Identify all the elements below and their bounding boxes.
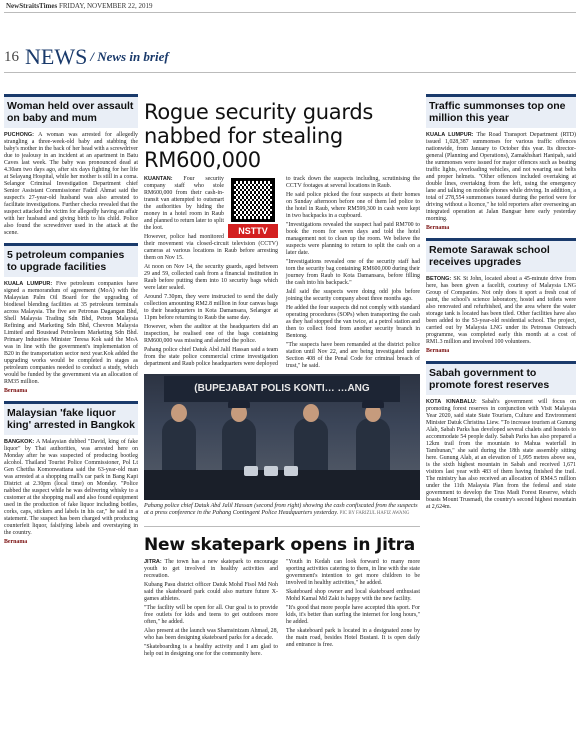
brief-paragraph bbox=[4, 281, 138, 386]
paragraph-text: "The facility will be open for all. Our goal is to provide free outlets for kids and teens to get outdoors more often," he added. bbox=[144, 604, 278, 625]
brief-headline: Malaysian 'fake liquor king' arrested in Bangkok bbox=[4, 401, 138, 435]
paragraph-text: However, police had monitored their movement via closed-circuit television (CCTV) cameras at various locations in Raub before arresting them on Nov 15. bbox=[144, 234, 278, 261]
page-number: 16 bbox=[4, 48, 19, 65]
header-rule bbox=[4, 72, 576, 73]
story-paragraph bbox=[286, 222, 420, 257]
photo-figure bbox=[162, 418, 196, 478]
nstv-badge[interactable]: NSTTV bbox=[228, 224, 278, 238]
paragraph-text: He said police picked the four suspects at their homes on Sunday afternoon before one of them led police to the hotel in Raub, where RM599,300 in cash were kept in two backpacks in a cupboard. bbox=[286, 192, 420, 219]
paragraph-text: Around 7.30pm, they were instructed to send the daily collection amounting RM2.8 million in four canvas bags to their headquarters in Kota Damansara, Selangor at 11pm before returning to Raub the same day. bbox=[144, 294, 278, 321]
second-story-body bbox=[144, 559, 420, 658]
byline: Bernama bbox=[4, 539, 28, 545]
masthead bbox=[6, 2, 153, 10]
paragraph-text: "Investigations revealed the suspect had paid RM700 to book the room for seven days and told the hotel management not to clean up the room. We believe the suspects were planning to return to split the cash on a later date. bbox=[286, 222, 420, 256]
dateline: BETONG: bbox=[426, 276, 452, 282]
brief-paragraph bbox=[426, 132, 576, 223]
byline: Bernama bbox=[4, 388, 28, 394]
brief-article bbox=[4, 401, 138, 546]
brief-headline: Traffic summonses top one million this year bbox=[426, 94, 576, 128]
dateline: BANGKOK: bbox=[4, 439, 35, 445]
dateline: KUALA LUMPUR: bbox=[426, 132, 474, 138]
story-paragraph bbox=[286, 259, 420, 287]
press-conference-photo bbox=[144, 374, 420, 500]
story-paragraph bbox=[144, 628, 278, 642]
paragraph-text: Kubang Pasu district officer Datuk Mohd Fisol Md Noh said the skateboard park could also nurture future X-games athletes. bbox=[144, 581, 278, 602]
paragraph-text: Jalil said the suspects were doing odd jobs before joining the security company about three months ago. bbox=[286, 289, 420, 302]
photo-cash-item bbox=[244, 466, 258, 476]
paragraph-text: The skateboard park is located in a designated zone by the main road, besides Hotel Bustani. It is open daily and entrance is free. bbox=[286, 627, 420, 648]
brief-paragraph bbox=[4, 439, 138, 537]
photo-credit: PIC BY FARIZUL HAFIZ AWANG bbox=[339, 511, 410, 517]
byline: Bernama bbox=[426, 348, 450, 354]
story-paragraph bbox=[144, 294, 278, 322]
story-paragraph bbox=[144, 264, 278, 292]
brief-headline: 5 petroleum companies to upgrade facilities bbox=[4, 243, 138, 277]
paragraph-text: Also present at the launch was Shamsinizam Ahmad, 28, who has been designing skateboard parks for a decade. bbox=[144, 627, 278, 641]
story-paragraph bbox=[144, 559, 278, 580]
brief-article bbox=[426, 238, 576, 355]
paragraph-text: "It's good that more people have accepted this sport. For kids, it's better than surfing the internet for long hours," he added. bbox=[286, 604, 420, 625]
paragraph-text: However, when the auditor at the headquarters did an inspection, he realised one of the bags containing RM600,000 was missing and alerted the police. bbox=[144, 324, 278, 344]
story-paragraph bbox=[286, 342, 420, 370]
paragraph-text: A woman was arrested for allegedly strangling a three-week-old baby and stabbing the baby's mother in the back of her head with a screwdriver due to jealousy in an incident at an apartment in Batu Caves last week. The baby was pronounced dead at 4.30am two days ago, after six days fighting for her life at Selayang Hospital, while her mother is still in a coma. Selangor Criminal Investigation Department chief Senior Assistant Commissioner Fadzil Ahmat said the suspect's 27-year-old husband was also arrested to facilitate investigations. Further checks revealed that the suspect attacked the victim for allegedly having an affair with her husband and giving birth to his child. Police also found the screwdriver used in the attack at the scene. bbox=[4, 132, 138, 236]
photo-caption bbox=[144, 503, 420, 518]
story-paragraph bbox=[286, 589, 420, 603]
paragraph-text: Five petroleum companies have signed a memorandum of agreement (MoA) with the Malaysian Palm Oil Board for the upgrading of biodiesel blending facilities at 35 petroleum terminals across Malaysia. The five are Petronas Dagangan Bhd, Shell Malaysia Trading Sdn Bhd, Petron Malaysia Refining and Marketing Sdn Bhd, Chevron Malaysia Limited and Boustead Petroleum Marketing Sdn Bhd. Primary Industries Minister Teresa Kok said the MoA was in line with the government's implementation of B20 in the transportation sector next year.Kok added the upgrading works would be completed in stages as petroleum companies needed to conduct a study, which would be funded by the government via an allocation of RM35 million. bbox=[4, 281, 138, 385]
paragraph-text: The town has a new skatepark to encourage youth to get involved in healthy activities and recreation. bbox=[144, 558, 278, 579]
paragraph-text: The Road Transport Department (RTD) issued 1,028,387 summonses for various traffic offences nationwide, from January to October this year. Its director-general (Planning and Operations), Zamakhshari Hanipah, said the summonses were issued for major offences such as beating traffic lights, overloading vehicles, and not wearing seat belts and proper helmets. "Other offences included overtaking at double lines, overtaking from the left, using the emergency lane and talking on mobile phones while driving. In addition, a total of 278,554 summonses issued during the period were for driving without a licence," he told reporters after overseeing an integrated operation at Jalan Bangsar here early yesterday morning. bbox=[426, 132, 576, 222]
dateline: PUCHONG: bbox=[4, 132, 34, 138]
story-paragraph bbox=[144, 644, 278, 658]
right-briefs-column bbox=[426, 94, 576, 729]
paragraph-text: Four security company staff who stole RM600,000 from their cash-in-transit van attempted to outsmart the authorities by hiding the money in a hotel room in Raub and planned to return later to split the loot. bbox=[144, 176, 224, 231]
paragraph-text: Skateboard shop owner and local skateboard enthusiast Mohd Kamal Md Zaki is happy with the new facility. bbox=[286, 588, 420, 602]
story-paragraph bbox=[144, 605, 278, 626]
paragraph-text: "Skateboarding is a healthy activity and I am glad to help out in designing one for the community here. bbox=[144, 643, 278, 657]
dateline: KUALA LUMPUR: bbox=[4, 281, 53, 287]
brief-paragraph bbox=[426, 399, 576, 511]
photo-backdrop-banner: (BUPEJABAT POLIS KONTI… …ANG bbox=[164, 376, 400, 402]
story-paragraph bbox=[286, 628, 420, 649]
story-paragraph bbox=[286, 305, 420, 340]
photo-cash-item bbox=[264, 466, 278, 476]
qr-code-icon[interactable] bbox=[231, 178, 275, 222]
paragraph-text: He added the four suspects did not comply with standard operating procedures (SOPs) when transporting the cash as they had stopped the van twice, at a petrol station and then to collect food from another security branch in Bentong. bbox=[286, 305, 420, 339]
section-subtitle: / News in brief bbox=[90, 49, 169, 64]
paragraph-text: "The suspects have been remanded at the district police station until Nov 22, and are being investigated under Section 408 of the Penal Code for criminal breach of trust," he said. bbox=[286, 342, 420, 369]
byline: Bernama bbox=[426, 225, 450, 231]
brief-article bbox=[4, 243, 138, 395]
paragraph-text: "Youth in Kedah can look forward to many more sporting activities catering to them, in line with the state government's intention to get more children to be involved in healthy activities," he added. bbox=[286, 558, 420, 586]
caption-text: Pahang police chief Datuk Abd Jalil Hassan (second from right) showing the cash confiscated from the suspects at a press conference in the Pahang Contingent Police Headquarters yesterday. bbox=[144, 503, 418, 517]
brief-article bbox=[426, 94, 576, 232]
brief-paragraph bbox=[426, 276, 576, 346]
dateline: KUANTAN: bbox=[144, 176, 173, 182]
photo-figure-head bbox=[303, 404, 319, 422]
issue-date: FRIDAY, NOVEMBER 22, 2019 bbox=[58, 2, 153, 10]
nstv-promo[interactable] bbox=[228, 178, 278, 238]
paragraph-text: Pahang police chief Datuk Abd Jalil Hassan said a team from the state police commercial crime investigation department and Raub police headquarters were deployed to track down the suspects including, scrutinising the CCTV footages at several locations in Raub. bbox=[144, 176, 420, 367]
story-paragraph bbox=[144, 582, 278, 603]
paragraph-text: "Investigations revealed one of the security staff had torn the security bag containing RM600,000 during their journey from Raub to Kota Damansara, before filling the cash into his backpack." bbox=[286, 259, 420, 286]
brief-paragraph bbox=[4, 132, 138, 237]
paragraph-text: A Malaysian dubbed "David, king of fake liquor" by Thai authorities, was arrested here on Monday after he was suspected of producing bootleg alcohol. Thailand Tourist Police Commissioner, Pol Lt Gen Chettha Komonwattana said the 63-year-old man was arrested at a shopping mall's car park in Bang Kapi District at 2.30pm (local time) on Monday. "Police nabbed the suspect while he was delivering whisky to a customer at the shopping mall and also found equipment used in the production of fake liquor including bottles, corks, caps, stickers and labels in his car," he said in a statement. The suspect has been charged with producing counterfeit liquor, falsifying labels and overstaying in the country. bbox=[4, 439, 138, 536]
photo-figure bbox=[356, 418, 390, 478]
brief-headline: Remote Sarawak school receives upgrades bbox=[426, 238, 576, 272]
paragraph-text: Sabah's government will focus on promoting forest reserves in conjunction with Visit Malaysia Year 2020, said state State Tourism, Culture and Environment Minister Datuk Christina Liew. "To increase tourism at Gunung Alab, Sabah Parks has developed several chalets and hostels to accommodate 54 people daily. Sabah Parks has also prepared a 12km trail from the mountain to Mahua waterfall in Tambunan," she said during the 18th state assembly sitting here. Gunung Alab, at an elevation of 1,995 metres above sea, is the sixth highest mountain in Sabah and received 1,671 visitors last year with 483 of them having finished the trail. The ministry has also received an allocation of RM4.5 million under the 11th Malaysia Plan from the federal and state government to develop the Trus Madi Forest Reserve, which boasts Mount Trusmadi, the country's second highest mountain at 2,624m. bbox=[426, 399, 576, 510]
photo-figure bbox=[294, 418, 328, 478]
story-paragraph bbox=[286, 289, 420, 303]
story-paragraph bbox=[286, 559, 420, 587]
paragraph-text: SK St John, located about a 45-minute drive from here, has been given a facelift, courtesy of Malaysia LNG Group of Companies. Not only does it sport a fresh coat of paint, the school's science laboratory, hostel and toilets were also renovated and refurbished, and the area where the water storage tank is located has been tiled. Other facilities have also been added to the 53-year-old residential school. The project, carried out by Malaysia LNG under its Petronas Outreach programme, was completed early this month at a cost of RM1.3 million and involved 100 volunteers. bbox=[426, 276, 576, 345]
brief-article bbox=[4, 94, 138, 237]
section-header bbox=[4, 44, 169, 70]
paragraph-text: At noon on Nov 14, the security guards, aged between 29 and 59, collected cash from a financial institution in Raub before putting them into 10 security bags which were later sealed. bbox=[144, 264, 278, 291]
section-title: NEWS bbox=[25, 44, 88, 69]
brief-article bbox=[426, 361, 576, 511]
left-briefs-column bbox=[4, 94, 138, 729]
story-paragraph bbox=[286, 192, 420, 220]
story-paragraph bbox=[144, 234, 278, 262]
photo-table bbox=[144, 470, 420, 500]
photo-figure-cap bbox=[362, 400, 384, 408]
dateline: KOTA KINABALU: bbox=[426, 399, 477, 405]
photo-figure-head bbox=[171, 404, 187, 422]
main-headline: Rogue security guards nabbed for stealing RM600,000 bbox=[144, 100, 373, 172]
photo-figure-cap bbox=[228, 400, 250, 408]
top-rule bbox=[4, 12, 576, 13]
brief-headline: Woman held over assault on baby and mum bbox=[4, 94, 138, 128]
brief-headline: Sabah government to promote forest reserves bbox=[426, 361, 576, 395]
main-column bbox=[144, 94, 420, 729]
story-paragraph bbox=[286, 605, 420, 626]
photo-cash-item bbox=[284, 466, 298, 476]
main-story-body bbox=[144, 176, 420, 370]
second-headline: New skatepark opens in Jitra bbox=[144, 526, 420, 555]
dateline: JITRA: bbox=[144, 558, 162, 565]
story-paragraph bbox=[144, 324, 278, 345]
paper-name: NewStraitsTimes bbox=[6, 2, 58, 10]
